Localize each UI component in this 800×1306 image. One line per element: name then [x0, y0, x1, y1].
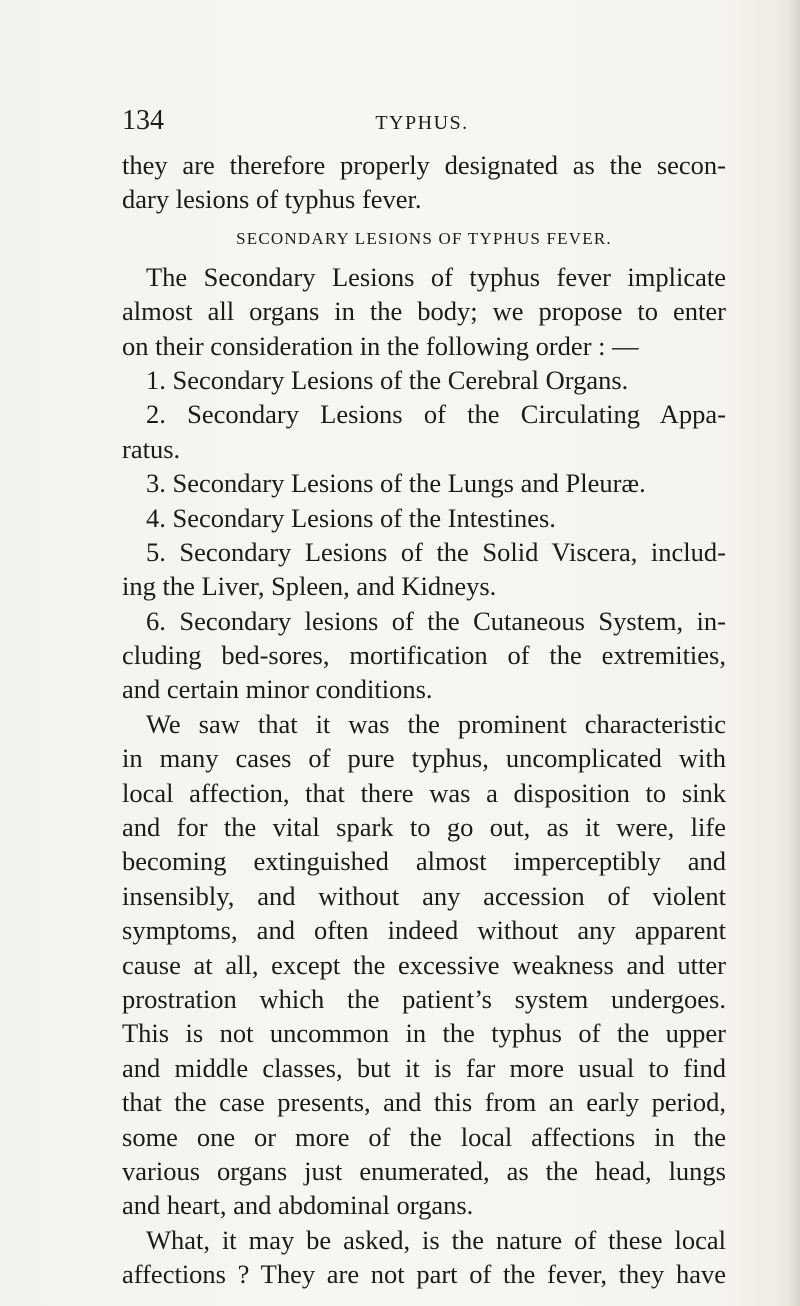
list-item: 2. Secondary Lesions of the Circulating Appa- — [146, 399, 726, 430]
text-line: some one or more of the local affections in the — [122, 1121, 726, 1152]
list-item: 4. Secondary Lesions of the Intestines. — [146, 502, 556, 533]
list-item: 5. Secondary Lesions of the Solid Viscera, includ- — [146, 536, 726, 567]
body-text — [122, 148, 726, 1292]
text-line: that the case presents, and this from an early period, — [122, 1087, 726, 1118]
text-line: insensibly, and without any accession of violent — [122, 880, 726, 911]
text-line: We saw that it was the prominent characteristic — [146, 708, 726, 739]
text-line: The Secondary Lesions of typhus fever implicate — [146, 261, 726, 292]
text-line: and for the vital spark to go out, as it were, life — [122, 812, 726, 843]
text-line: symptoms, and often indeed without any apparent — [122, 915, 726, 946]
text-line: and middle classes, but it is far more usual to find — [122, 1052, 726, 1083]
text-line: various organs just enumerated, as the head, lungs — [122, 1155, 726, 1186]
text-line: and certain minor conditions. — [122, 674, 433, 705]
text-line: they are therefore properly designated as the secon- — [122, 150, 726, 180]
running-title: TYPHUS. — [375, 112, 469, 134]
list-item: 6. Secondary lesions of the Cutaneous System, in- — [146, 605, 726, 636]
text-line: affections ? They are not part of the fever, they have — [122, 1259, 726, 1290]
text-line: dary lesions of typhus fever. — [122, 184, 422, 215]
text-line: cause at all, except the excessive weakness and utter — [122, 949, 726, 980]
text-line: in many cases of pure typhus, uncomplicated with — [122, 743, 726, 774]
text-line: ing the Liver, Spleen, and Kidneys. — [122, 571, 497, 602]
section-heading: SECONDARY LESIONS OF TYPHUS FEVER. — [236, 228, 612, 248]
text-line: becoming extinguished almost imperceptibly and — [122, 846, 726, 877]
text-line: cluding bed-sores, mortification of the extremities, — [122, 640, 726, 671]
text-line: prostration which the patient’s system undergoes. — [122, 983, 726, 1014]
text-line: almost all organs in the body; we propose to enter — [122, 296, 726, 327]
page-number: 134 — [122, 105, 164, 136]
text-line: and heart, and abdominal organs. — [122, 1190, 474, 1221]
text-line: ratus. — [122, 433, 181, 464]
page-edge-shadow — [786, 0, 800, 1306]
text-line: local affection, that there was a disposition to sink — [122, 777, 726, 808]
text-line: This is not uncommon in the typhus of the upper — [122, 1018, 726, 1049]
text-line: What, it may be asked, is the nature of these local — [146, 1224, 726, 1255]
text-line: on their consideration in the following order : — — [122, 330, 639, 361]
running-head — [122, 104, 722, 138]
list-item: 1. Secondary Lesions of the Cerebral Organs. — [146, 364, 629, 395]
list-item: 3. Secondary Lesions of the Lungs and Pleuræ. — [146, 468, 646, 499]
